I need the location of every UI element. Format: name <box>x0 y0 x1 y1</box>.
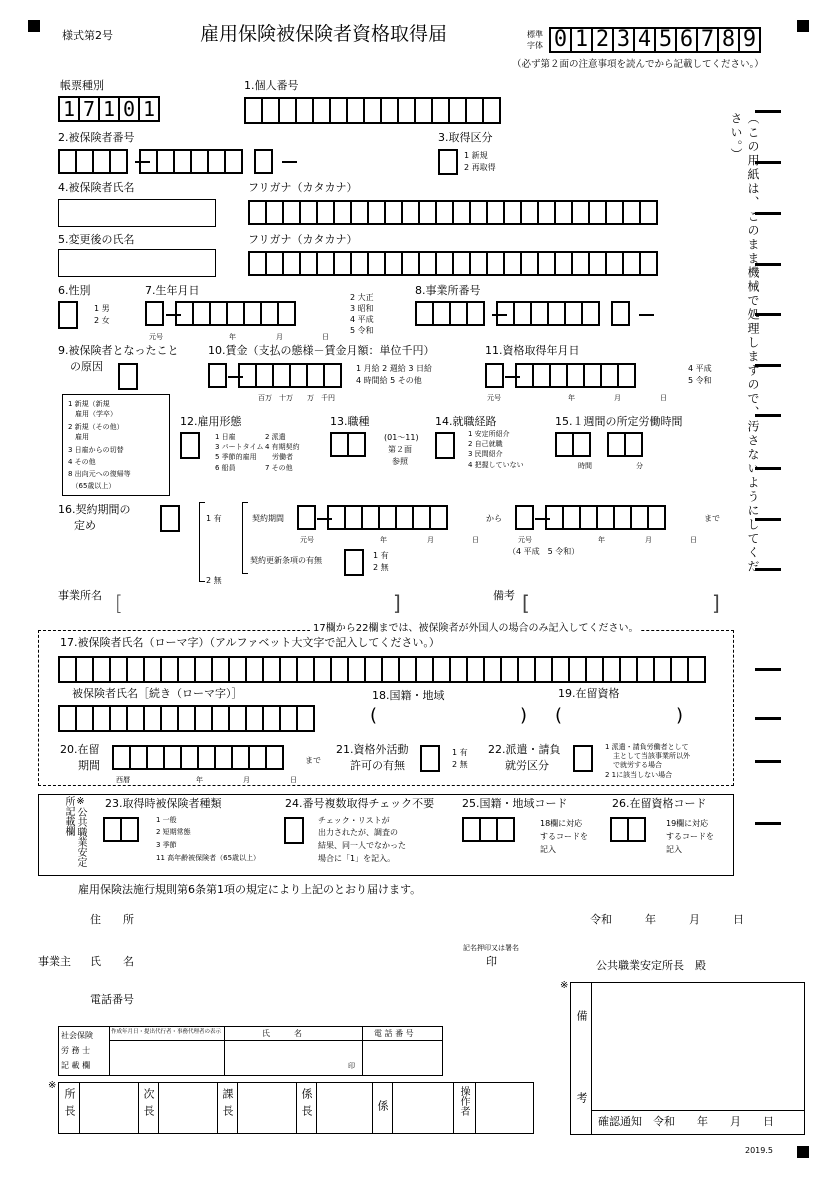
std-digit: 9 <box>738 27 761 53</box>
std-font-label: 字体 <box>527 41 543 50</box>
cause-input[interactable] <box>118 363 138 390</box>
employment-option: 3 パートタイム <box>215 443 264 451</box>
digit-cell[interactable] <box>624 432 643 457</box>
occupation-note: 第２面 <box>388 445 412 454</box>
insured-type-input[interactable] <box>103 817 137 842</box>
timing-mark <box>755 760 781 763</box>
dispatch-input[interactable] <box>573 745 593 772</box>
separator <box>492 314 507 316</box>
sr-header: 作成年月日・提出代行者・事務代理者の表示 <box>111 1029 222 1035</box>
cause-option: 雇用 <box>68 433 89 441</box>
weekly-hours-label: 15.１週間の所定労働時間 <box>555 415 683 428</box>
separator <box>317 518 332 520</box>
office-number-input[interactable] <box>415 301 628 326</box>
occupation-label: 13.職種 <box>330 415 370 428</box>
birthdate-label: 7.生年月日 <box>145 284 200 297</box>
form-number: 様式第2号 <box>62 29 113 42</box>
era-option: 3 昭和 <box>350 304 374 313</box>
work-permit-label: 許可の有無 <box>350 759 405 772</box>
sr-header: 氏 名 <box>262 1029 302 1038</box>
renewal-option: 1 有 <box>373 551 389 560</box>
dispatch-label: 就労区分 <box>505 759 549 772</box>
route-option: 4 把握していない <box>468 461 524 469</box>
insured-type-option: 3 季節 <box>156 841 177 849</box>
residence-code-note: するコードを <box>666 832 714 841</box>
gender-input[interactable] <box>58 301 78 329</box>
era-note: （4 平成 5 令和） <box>508 547 580 556</box>
employment-option: 6 船員 <box>215 464 236 472</box>
roman-name-label: 17.被保険者氏名（ローマ字）（アルファベット大文字で記入してください。） <box>60 636 440 649</box>
timing-mark <box>755 313 781 316</box>
digit-cell[interactable] <box>323 363 342 388</box>
acquisition-option: 1 新規 <box>464 151 488 160</box>
timing-mark <box>755 717 781 720</box>
kana-label: フリガナ（カタカナ） <box>248 181 358 194</box>
stamp-label-operator: 操作者 <box>458 1086 469 1116</box>
job-route-input[interactable] <box>435 432 455 459</box>
bracket: ) <box>676 705 684 726</box>
employment-type-input[interactable] <box>180 432 200 459</box>
bracket: ) <box>520 705 528 726</box>
cause-option: 3 日雇からの切替 <box>68 446 124 454</box>
divider <box>475 1082 476 1134</box>
bracket: ] <box>712 591 720 615</box>
digit-cell[interactable] <box>589 432 609 457</box>
route-option: 2 自己就職 <box>468 440 503 448</box>
nationality-label: 18.国籍・地域 <box>372 689 445 702</box>
divider <box>362 1026 363 1076</box>
form-type-digit: 7 <box>78 96 100 122</box>
separator <box>228 376 243 378</box>
dispatch-label: 22.派遣・請負 <box>488 743 561 756</box>
form-type-digit: 1 <box>98 96 120 122</box>
cause-option: 1 新規（新規 <box>68 400 110 408</box>
stay-period-label: 20.在留 <box>60 743 100 756</box>
dup-check-note: 場合に「1」を記入。 <box>318 854 396 863</box>
divider <box>372 1082 373 1134</box>
digit-cell[interactable] <box>265 745 284 770</box>
work-permit-label: 21.資格外活動 <box>336 743 409 756</box>
registration-mark <box>797 1146 809 1158</box>
residence-code-input[interactable] <box>610 817 644 842</box>
submission-date: 令和 年 月 日 <box>590 913 744 926</box>
insured-number-input[interactable] <box>58 149 271 174</box>
cause-option: 4 その他 <box>68 458 96 466</box>
era-option: 5 令和 <box>350 326 374 335</box>
divider <box>217 1082 218 1134</box>
contract-no: 2 無 <box>206 576 222 585</box>
residence-code-note: 19欄に対応 <box>666 819 709 828</box>
std-font-label: 標準 <box>527 30 543 39</box>
bracket: ( <box>555 705 563 726</box>
timing-mark <box>755 110 781 113</box>
employment-option: 4 有期契約 <box>265 443 300 451</box>
gender-option: 2 女 <box>94 316 110 325</box>
era-option: 4 平成 <box>350 315 374 324</box>
kana-label: フリガナ（カタカナ） <box>248 233 358 246</box>
work-permit-option: 1 有 <box>452 748 468 757</box>
wage-type-options: 1 月給 2 週給 3 日給 <box>356 364 432 373</box>
digit-cell[interactable] <box>639 251 658 276</box>
digit-cell[interactable] <box>120 817 139 842</box>
digit-cell[interactable] <box>482 97 501 124</box>
month-caption: 月 <box>243 776 250 784</box>
form-type-label: 帳票種別 <box>60 79 104 92</box>
hours-caption: 時間 <box>578 462 592 470</box>
std-digit: 7 <box>696 27 719 53</box>
nationality-code-note: 18欄に対応 <box>540 819 583 828</box>
stamp-label-deputy: 次長 <box>142 1088 155 1122</box>
nationality-code-note: するコードを <box>540 832 588 841</box>
form-type-digit: 0 <box>118 96 140 122</box>
changed-name-input[interactable] <box>58 249 216 277</box>
weekly-hours-input[interactable] <box>555 432 641 457</box>
divider <box>392 1082 393 1134</box>
cause-label: 9.被保険者となったこと <box>58 344 179 357</box>
residence-code-label: 26.在留資格コード <box>612 797 707 810</box>
bracket: ( <box>370 705 378 726</box>
digit-cell[interactable] <box>254 149 273 174</box>
employer-name-label: 氏 名 <box>90 955 134 968</box>
seal-mark: 印 <box>486 955 497 968</box>
contract-period-input[interactable] <box>160 505 180 532</box>
era-caption: 元号 <box>518 536 532 544</box>
office-number-label: 8.事業所番号 <box>415 284 481 297</box>
separator <box>535 518 550 520</box>
insured-type-option: 1 一般 <box>156 816 177 824</box>
insured-name-input[interactable] <box>58 199 216 227</box>
digit-cell[interactable] <box>296 705 315 732</box>
roman-name-input[interactable] <box>58 656 704 683</box>
dispatch-option: で就労する場合 <box>613 761 662 769</box>
personal-number-input[interactable] <box>244 97 499 124</box>
contract-period-label: 定め <box>74 519 96 532</box>
era-caption: 元号 <box>487 394 501 402</box>
nationality-code-input[interactable] <box>462 817 513 842</box>
era-caption: 元号 <box>149 333 163 341</box>
timing-mark <box>755 212 781 215</box>
acquisition-type-label: 3.取得区分 <box>438 131 493 144</box>
year-caption: 年 <box>229 333 236 341</box>
std-digit: 5 <box>654 27 677 53</box>
to-caption: まで <box>704 514 720 523</box>
divider <box>79 1082 80 1134</box>
roman-name-cont-label: 被保険者氏名［続き（ローマ字）］ <box>72 687 243 700</box>
timing-mark <box>755 364 781 367</box>
separator <box>282 161 297 163</box>
contract-yes: 1 有 <box>206 514 222 523</box>
work-permit-input[interactable] <box>420 745 440 772</box>
timing-mark <box>755 161 781 164</box>
std-digit: 3 <box>612 27 635 53</box>
digit-cell[interactable] <box>277 301 296 326</box>
dispatch-option: 1 派遣・請負労働者として <box>605 743 689 751</box>
bracket: ] <box>393 591 401 615</box>
insured-type-option: 2 短期常態 <box>156 828 191 836</box>
address-label: 住 所 <box>90 913 134 926</box>
era-option: 4 平成 <box>688 364 712 373</box>
residence-status-input[interactable] <box>565 706 673 730</box>
nationality-input[interactable] <box>380 706 518 730</box>
office-name-label: 事業所名 <box>58 589 102 602</box>
cause-option: 雇用（学卒） <box>68 410 117 418</box>
job-route-label: 14.就職経路 <box>435 415 497 428</box>
employment-option: 7 その他 <box>265 464 293 472</box>
seal-note: 記名押印又は署名 <box>463 944 519 952</box>
acquisition-date-label: 11.資格取得年月日 <box>485 344 580 357</box>
divider <box>316 1082 317 1134</box>
divider <box>296 1082 297 1134</box>
bracket <box>242 502 248 574</box>
timing-mark <box>755 668 781 671</box>
month-caption: 月 <box>276 333 283 341</box>
dup-check-note: 結果、同一人でなかった <box>318 841 406 850</box>
route-option: 3 民間紹介 <box>468 450 503 458</box>
std-digit: 6 <box>675 27 698 53</box>
registration-mark <box>28 20 40 32</box>
std-digit: 0 <box>549 27 572 53</box>
separator <box>505 376 520 378</box>
renewal-option: 2 無 <box>373 563 389 572</box>
renewal-input[interactable] <box>344 549 364 576</box>
separator <box>135 161 150 163</box>
dispatch-option: 主として当該事業所以外 <box>613 752 690 760</box>
stamp-label-section-chief: 課長 <box>221 1088 234 1122</box>
foreign-note: 17欄から22欄までは、被保険者が外国人の場合のみ記入してください。 <box>310 623 641 635</box>
occupation-input[interactable] <box>330 432 364 457</box>
confirmation-notice: 確認通知 令和 年 月 日 <box>598 1115 774 1128</box>
digit-cell[interactable] <box>687 656 706 683</box>
employment-option: 2 派遣 <box>265 433 286 441</box>
residence-code-note: 記入 <box>666 845 682 854</box>
divider <box>109 1040 443 1041</box>
digit-cell[interactable] <box>347 432 366 457</box>
office-name-input[interactable] <box>125 592 390 616</box>
insured-name-label: 4.被保険者氏名 <box>58 181 135 194</box>
employer-label: 事業主 <box>38 955 71 968</box>
note-mark: ※ <box>560 980 569 991</box>
std-digit: 4 <box>633 27 656 53</box>
timing-mark <box>755 568 781 571</box>
renewal-label: 契約更新条項の有無 <box>250 556 322 565</box>
day-caption: 日 <box>290 776 297 784</box>
divider <box>591 1110 805 1111</box>
registration-mark <box>797 20 809 32</box>
wage-label: 10.賃金（支払の態様－賃金月額：単位千円） <box>208 344 435 357</box>
month-caption: 月 <box>427 536 434 544</box>
acquisition-option: 2 再取得 <box>464 163 496 172</box>
digit-cell[interactable] <box>496 817 515 842</box>
month-caption: 月 <box>645 536 652 544</box>
dispatch-option: 2 1に該当しない場合 <box>605 771 673 779</box>
digit-cell[interactable] <box>611 301 630 326</box>
timing-mark <box>755 822 781 825</box>
form-type-digit: 1 <box>138 96 160 122</box>
bracket: [ <box>522 591 530 615</box>
dup-check-note: チェック・リストが <box>318 816 390 825</box>
remarks-label: 備考 <box>493 589 515 602</box>
bracket <box>199 502 205 582</box>
timing-mark <box>755 518 781 521</box>
std-digit: 2 <box>591 27 614 53</box>
cause-option: 8 出向元への復帰等 <box>68 470 131 478</box>
wage-type-options: 4 時間給 5 その他 <box>356 376 422 385</box>
dup-check-label: 24.番号複数取得チェック不要 <box>285 797 435 810</box>
divider <box>109 1026 110 1076</box>
digit-cell[interactable] <box>429 505 448 530</box>
cause-option: （65歳以上） <box>68 482 116 490</box>
divider <box>453 1082 454 1134</box>
digit-cell[interactable] <box>639 200 658 225</box>
divider <box>237 1082 238 1134</box>
timing-mark <box>755 263 781 266</box>
changed-name-kana-input[interactable] <box>248 251 656 276</box>
dup-check-note: 出力されたが、調査の <box>318 828 398 837</box>
divider <box>138 1082 139 1134</box>
form-version: 2019.5 <box>745 1146 773 1155</box>
residence-status-label: 19.在留資格 <box>558 687 620 700</box>
digit-cell[interactable] <box>617 363 636 388</box>
note-mark: ※ <box>48 1080 57 1091</box>
route-option: 1 安定所紹介 <box>468 430 510 438</box>
std-digit: 8 <box>717 27 740 53</box>
sr-label: 社会保険 <box>61 1031 93 1040</box>
employment-option: 1 日雇 <box>215 433 236 441</box>
phone-label: 電話番号 <box>90 993 134 1006</box>
notice: （必ず第２面の注意事項を読んでから記載してください。） <box>512 59 764 70</box>
office-use-text: ※公共職業安定所記載欄 <box>63 796 86 867</box>
cause-option: 2 新規（その他） <box>68 423 124 431</box>
era-caption: 元号 <box>300 536 314 544</box>
employment-type-label: 12.雇用形態 <box>180 415 242 428</box>
bracket: [ <box>115 591 123 615</box>
era-option: 2 大正 <box>350 293 374 302</box>
insured-number-label: 2.被保険者番号 <box>58 131 135 144</box>
remarks-box <box>570 982 805 1135</box>
from-caption: から <box>486 514 502 523</box>
statement: 雇用保険法施行規則第6条第1項の規定により上記のとおり届けます。 <box>78 883 422 896</box>
changed-name-label: 5.変更後の氏名 <box>58 233 135 246</box>
contract-period-caption: 契約期間 <box>252 514 284 523</box>
sr-header: 電 話 番 号 <box>374 1029 414 1038</box>
sr-label: 記 載 欄 <box>61 1061 91 1070</box>
day-caption: 日 <box>472 536 479 544</box>
month-caption: 月 <box>614 394 621 402</box>
standard-digits <box>549 27 759 53</box>
era-option: 5 令和 <box>688 376 712 385</box>
year-caption: 年 <box>598 536 605 544</box>
std-digit: 1 <box>570 27 593 53</box>
day-caption: 日 <box>660 394 667 402</box>
addressee: 公共職業安定所長 殿 <box>596 959 706 972</box>
contract-period-label: 16.契約期間の <box>58 503 131 516</box>
employment-option: 5 季節的雇用 <box>215 453 257 461</box>
form-type-code <box>58 96 158 122</box>
stamp-label-director: 所長 <box>63 1088 76 1122</box>
cause-label: の原因 <box>70 360 103 373</box>
sr-seal: 印 <box>348 1062 355 1070</box>
occupation-note: 参照 <box>392 457 408 466</box>
divider <box>224 1026 225 1076</box>
side-note: （この用紙は、このまま機械で処理しますので、汚さないようにしてください。） <box>729 112 760 574</box>
employment-option: 労働者 <box>265 453 293 461</box>
form-title: 雇用保険被保険者資格取得届 <box>200 23 448 45</box>
separator <box>639 314 654 316</box>
minutes-caption: 分 <box>636 462 643 470</box>
divider <box>591 982 592 1135</box>
dup-check-input[interactable] <box>284 817 304 844</box>
digit-cell[interactable] <box>647 505 666 530</box>
sr-label: 労 務 士 <box>61 1046 91 1055</box>
nationality-code-note: 記入 <box>540 845 556 854</box>
year-caption: 年 <box>568 394 575 402</box>
wage-units: 百万 十万 万 千円 <box>258 394 335 402</box>
divider <box>158 1082 159 1134</box>
stamp-label-staff: 係 <box>376 1100 389 1113</box>
digit-cell[interactable] <box>627 817 646 842</box>
remarks-box-label: 備 考 <box>575 1010 588 1133</box>
gender-label: 6.性別 <box>58 284 91 297</box>
day-caption: 日 <box>690 536 697 544</box>
until-caption: まで <box>305 756 321 765</box>
seireki-caption: 西暦 <box>116 776 130 784</box>
year-caption: 年 <box>196 776 203 784</box>
year-caption: 年 <box>380 536 387 544</box>
stay-period-input[interactable] <box>112 745 282 770</box>
stamp-label-subsection-chief: 係長 <box>300 1088 313 1122</box>
acquisition-type-input[interactable] <box>438 149 458 175</box>
timing-mark <box>755 414 781 417</box>
insured-name-kana-input[interactable] <box>248 200 656 225</box>
gender-option: 1 男 <box>94 304 110 313</box>
insured-type-option: 11 高年齢被保険者（65歳以上） <box>156 854 261 862</box>
roman-name-cont-input[interactable] <box>58 705 313 732</box>
nationality-code-label: 25.国籍・地域コード <box>462 797 568 810</box>
insured-type-label: 23.取得時被保険者種類 <box>105 797 222 810</box>
separator <box>166 314 181 316</box>
occupation-note: (01～11) <box>384 433 419 442</box>
remarks-input[interactable] <box>532 592 710 616</box>
personal-number-label: 1.個人番号 <box>244 79 299 92</box>
timing-mark <box>755 467 781 470</box>
form-type-digit: 1 <box>58 96 80 122</box>
stay-period-label: 期間 <box>78 759 100 772</box>
day-caption: 日 <box>322 333 329 341</box>
work-permit-option: 2 無 <box>452 760 468 769</box>
